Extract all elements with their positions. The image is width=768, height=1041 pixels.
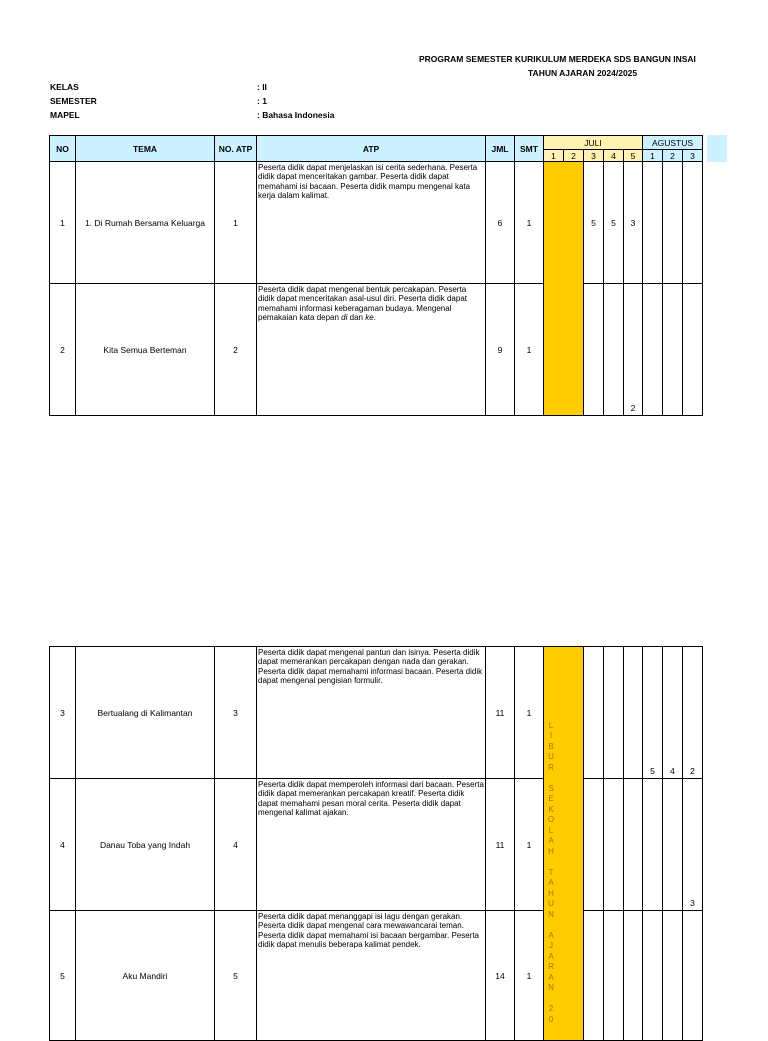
- holiday-letter: O: [547, 815, 555, 824]
- week-cell: [663, 911, 683, 1041]
- week-cell: [663, 284, 683, 416]
- week-cell: [604, 647, 624, 779]
- holiday-letter: S: [548, 783, 554, 793]
- holiday-letter: E: [548, 794, 554, 803]
- meta-kelas-label: KELAS: [50, 82, 79, 92]
- holiday-letter: A: [548, 836, 554, 845]
- row-atp: Peserta didik dapat menanggapi isi lagu dengan gerakan. Peserta didik dapat mengenal cara mewawancarai teman. Peserta didik dapat memahami isi bacaan bergambar. Peserta didik dapat menulis beberapa kalimat pendek.: [257, 911, 486, 1041]
- col-smt: SMT: [515, 136, 544, 162]
- col-atp: ATP: [257, 136, 486, 162]
- holiday-letter: B: [548, 741, 554, 751]
- holiday-letter: K: [548, 804, 554, 814]
- row-tema: Aku Mandiri: [76, 911, 215, 1041]
- week-agustus-3: 3: [683, 150, 703, 162]
- holiday-letter: 2: [548, 1004, 554, 1013]
- holiday-letter: T: [548, 867, 554, 877]
- holiday-letter: R: [548, 962, 554, 971]
- row-jml: 14: [486, 911, 515, 1041]
- row-smt: 1: [515, 284, 544, 416]
- week-cell: 3: [683, 779, 703, 911]
- row-atp: Peserta didik dapat memperoleh informasi dari bacaan. Peserta didik dapat memerankan percakapan kreatif. Peserta didik dapat memahami pesan moral cerita. Peserta didik dapat mengenal kalimat ajakan.: [257, 779, 486, 911]
- holiday-letter: [544, 994, 558, 1005]
- week-cell: [584, 779, 604, 911]
- week-cell: 5: [643, 647, 663, 779]
- week-cell: 2: [683, 647, 703, 779]
- week-cell: 5: [584, 162, 604, 284]
- week-juli-5: 5: [624, 150, 643, 162]
- holiday-letter: I: [549, 731, 553, 740]
- holiday-letter: J: [549, 941, 553, 950]
- col-jml: JML: [486, 136, 515, 162]
- week-cell: [604, 911, 624, 1041]
- meta-mapel-label: MAPEL: [50, 110, 80, 120]
- week-cell: [643, 779, 663, 911]
- holiday-letter: A: [548, 930, 554, 940]
- document-title: PROGRAM SEMESTER KURIKULUM MERDEKA SDS BANGUN INSAI: [419, 54, 696, 64]
- col-tema: TEMA: [76, 136, 215, 162]
- holiday-letter: H: [548, 888, 554, 898]
- col-month-agustus: AGUSTUS: [643, 136, 703, 150]
- holiday-letter: [544, 773, 558, 784]
- row-no: 1: [50, 162, 76, 284]
- holiday-letter: N: [548, 983, 554, 992]
- table-row: [50, 779, 703, 911]
- holiday-letter: A: [548, 951, 554, 961]
- row-no-atp: 2: [215, 284, 257, 416]
- table-row: [50, 162, 703, 284]
- row-smt: 1: [515, 911, 544, 1041]
- week-cell: [643, 911, 663, 1041]
- row-jml: 11: [486, 647, 515, 779]
- holiday-letter: U: [548, 899, 554, 908]
- week-cell: [604, 284, 624, 416]
- row-jml: 9: [486, 284, 515, 416]
- holiday-letter: A: [548, 972, 554, 982]
- row-no-atp: 4: [215, 779, 257, 911]
- holiday-letter: R: [548, 762, 554, 772]
- holiday-letter: A: [548, 878, 554, 887]
- week-juli-2: 2: [564, 150, 584, 162]
- row-smt: 1: [515, 162, 544, 284]
- week-cell: [584, 911, 604, 1041]
- week-cell: [624, 911, 643, 1041]
- meta-semester-value: : 1: [257, 96, 267, 106]
- row-no: 4: [50, 779, 76, 911]
- row-tema: Bertualang di Kalimantan: [76, 647, 215, 779]
- holiday-letter: L: [548, 825, 554, 835]
- row-no-atp: 5: [215, 911, 257, 1041]
- week-cell: [683, 911, 703, 1041]
- table-row: [50, 284, 703, 416]
- row-tema: Danau Toba yang Indah: [76, 779, 215, 911]
- col-no-atp: NO. ATP: [215, 136, 257, 162]
- row-tema: Kita Semua Berteman: [76, 284, 215, 416]
- holiday-letter: [544, 920, 558, 931]
- school-year: TAHUN AJARAN 2024/2025: [528, 68, 638, 78]
- week-cell: [643, 284, 663, 416]
- holiday-block: [544, 162, 584, 416]
- col-no: NO: [50, 136, 76, 162]
- row-no-atp: 3: [215, 647, 257, 779]
- holiday-letter: [544, 857, 558, 868]
- week-juli-4: 4: [604, 150, 624, 162]
- row-atp: Peserta didik dapat mengenal bentuk percakapan. Peserta didik dapat menceritakan asal-usul diri. Peserta didik dapat memahami informasi keberagaman budaya. Mengenal pemakaian kata depan di dan ke.: [257, 284, 486, 416]
- week-cell: 2: [624, 284, 643, 416]
- week-juli-1: 1: [544, 150, 564, 162]
- holiday-letter: U: [548, 752, 554, 761]
- row-smt: 1: [515, 779, 544, 911]
- row-jml: 6: [486, 162, 515, 284]
- week-cell: 4: [663, 647, 683, 779]
- row-no-atp: 1: [215, 162, 257, 284]
- row-tema: 1. Di Rumah Bersama Keluarga: [76, 162, 215, 284]
- header-overflow-fill: [707, 135, 727, 162]
- program-table-top: [49, 135, 703, 416]
- week-cell: [663, 162, 683, 284]
- row-no: 2: [50, 284, 76, 416]
- row-atp: Peserta didik dapat mengenal pantun dan isinya. Peserta didik dapat memerankan percakapan dengan nada dan gerakan. Peserta didik dapat memahami informasi bacaan. Peserta didik dapat mengenal pengisian formulir.: [257, 647, 486, 779]
- row-no: 5: [50, 911, 76, 1041]
- holiday-letter: N: [548, 909, 554, 919]
- holiday-label: [544, 647, 584, 1041]
- meta-mapel-value: : Bahasa Indonesia: [257, 110, 335, 120]
- week-cell: [683, 284, 703, 416]
- row-smt: 1: [515, 647, 544, 779]
- row-jml: 11: [486, 779, 515, 911]
- row-no: 3: [50, 647, 76, 779]
- week-cell: [683, 162, 703, 284]
- meta-kelas-value: : II: [257, 82, 267, 92]
- table-row: [50, 647, 703, 779]
- week-cell: [643, 162, 663, 284]
- week-cell: 3: [624, 162, 643, 284]
- week-cell: 5: [604, 162, 624, 284]
- week-cell: [624, 647, 643, 779]
- week-agustus-1: 1: [643, 150, 663, 162]
- week-juli-3: 3: [584, 150, 604, 162]
- meta-semester-label: SEMESTER: [50, 96, 97, 106]
- week-cell: [624, 779, 643, 911]
- week-cell: [584, 647, 604, 779]
- week-cell: [604, 779, 624, 911]
- table-row: [50, 911, 703, 1041]
- week-agustus-2: 2: [663, 150, 683, 162]
- col-month-juli: JULI: [544, 136, 643, 150]
- week-cell: [663, 779, 683, 911]
- holiday-letter: 0: [548, 1014, 554, 1024]
- holiday-letter: L: [548, 720, 554, 730]
- program-table-bottom: [49, 646, 703, 1041]
- holiday-letter: H: [548, 846, 554, 856]
- week-cell: [584, 284, 604, 416]
- row-atp: Peserta didik dapat menjelaskan isi cerita sederhana. Peserta didik dapat menceritakan gambar. Peserta didik dapat memahami isi bacaan. Peserta didik mampu mengenal kata kerja dalam kalimat.: [257, 162, 486, 284]
